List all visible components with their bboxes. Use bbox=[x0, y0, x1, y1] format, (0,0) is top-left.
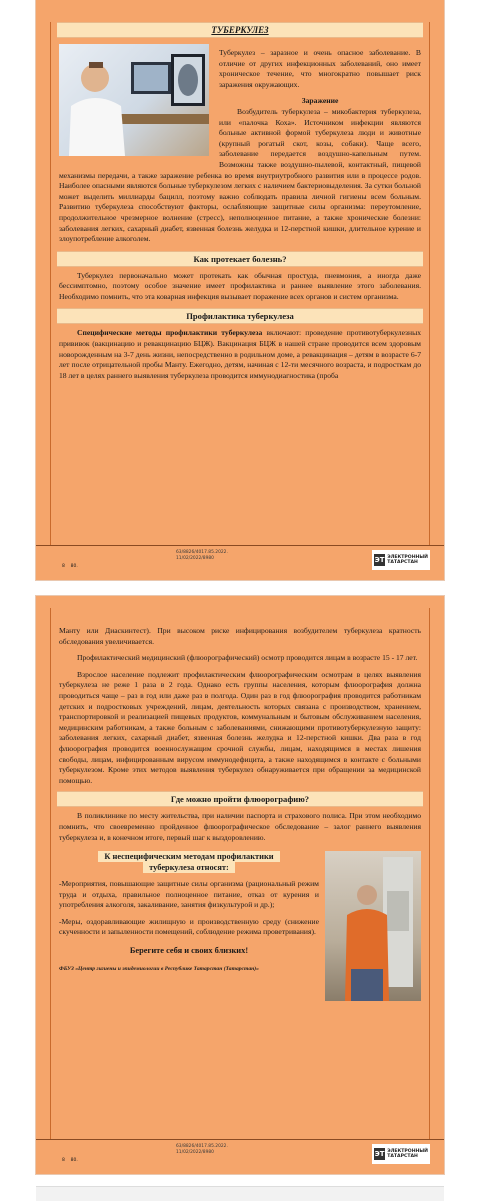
document-meta: 63/8826/4017.85.2022. 11/02/2022/8980 bbox=[176, 550, 228, 561]
nonspec-item-2: -Меры, оздоравливающие жилищную и производственную среду (снижение скученности и запыленности помещений, соблюдение режима проветривания). bbox=[59, 916, 319, 937]
page-title: ТУБЕРКУЛЕЗ bbox=[57, 22, 423, 38]
page-footer bbox=[36, 545, 444, 580]
section-heading-course: Как протекает болезнь? bbox=[57, 251, 423, 267]
intro-paragraph: Туберкулез – заразное и очень опасное заболевание. В отличие от других инфекционных заболеваний, оно имеет хроническое течение, что многократно повышает риск заражения окружающих. bbox=[219, 48, 421, 89]
prevention-bold-lead: Специфические методы профилактики туберкулеза bbox=[77, 328, 263, 338]
closing-line: Берегите себя и своих близких! bbox=[129, 946, 249, 956]
prevention-paragraph bbox=[51, 328, 429, 381]
prevention-text: включают: проведение противотуберкулезных прививок (вакцинацию и ревакцинацию БЦЖ). Вакцинация БЦЖ в нашей стране проводится всем здоровым новорожденным на 3-7 день жизни, непосредственно в родильном доме, а ревакцинация – детям в возрасте 6-7 лет после отрицательной пробы Манту. Ежегодно, детям, начиная с 12-ти месячного возраста, и подросткам до 18 лет в целях раннего выявления туберкулеза проводится иммунодиагностика (проба bbox=[59, 328, 421, 380]
signature-line: ФБУЗ «Центр гигиены и эпидемиологии в Республике Татарстан (Татарстан)» bbox=[59, 965, 259, 972]
document-page-2 bbox=[36, 596, 444, 1174]
document-page-1 bbox=[36, 0, 444, 580]
doctor-xray-photo bbox=[59, 44, 209, 156]
section-heading-prevention: Профилактика туберкулеза bbox=[57, 308, 423, 324]
p2-paragraph-3: Взрослое население подлежит профилактическим флюорографическим осмотрам в целях выявления туберкулеза не реже 1 раза в 2 года. Однако есть группы населения, которым флюорография должна проводиться чаще – раз в год или даже раз в полгода. Один раз в год флюорография проводится работникам детских и подростковых учреждений, лицам, деятельность которых связана с производством, хранением, транспортировкой и реализацией пищевых продуктов, коммунальным и бытовым обслуживанием населения, медицинским работникам, а также больным с заболеваниями, снижающими противотуберкулезную защиту: заболевания легких, сахарный диабет, язвенная болезнь желудка и 12-перстной кишки. Два раза в год флюорография проводится военнослужащим срочной службы, лицам, находящимся в местах лишения свободы, лицам, инфицированным вирусом иммунодефицита, а также находящимся в контакте с больными туберкулезом. Кроме этих методов выявления туберкулез обнаруживается при обращении за медицинской помощью. bbox=[59, 669, 421, 785]
course-paragraph: Туберкулез первоначально может протекать как обычная простуда, пневмония, а иногда даже бессимптомно, поэтому особое значение имеет профилактика и раннее выявление этого заболевания. Необходимо помнить, что эта коварная инфекция вызывает поражение всех органов и систем организма. bbox=[59, 270, 421, 301]
page-content-2 bbox=[50, 608, 430, 1140]
infection-paragraph: Возбудитель туберкулеза – микобактерия туберкулеза, или «палочка Коха». Источником инфекции являются больные активной формой туберкулеза люди и животные (крупный рогатый скот, козы, собаки). Чаще всего, заболевание передается воздушно-капельным путем. Возможны также воздушно-пылевой, контактный, пищевой механизмы передачи, а также заражение ребенка во время внутриутробного развития или в процессе родов. Наиболее опасными являются больные туберкулезом легких с наличием бактериовыделения. За сутки больной может выделить миллиарды бацилл, поэтому важно соблюдать правила личной гигиены всем больным. Развитию туберкулеза способствуют факторы, ослабляющие защитные силы организма: переутомление, продолжительное чрезмерное волнение (стресс), неполноценное питание, а также хронические болезни: заболевания легких, сахарный диабет, язвенная болезнь желудка и 12-перстной кишки, длительное курение и злоупотребление алкоголем. bbox=[59, 106, 421, 244]
document-meta-2: 63/8826/4017.85.2022. 11/02/2022/8980 bbox=[176, 1144, 228, 1155]
page-content bbox=[50, 22, 430, 546]
p2-paragraph-4: В поликлинике по месту жительства, при наличии паспорта и страхового полиса. При этом необходимо помнить, что своевременно пройденное флюорографическое обследование – залог раннего выявления туберкулеза и, в конечном итоге, первый шаг к выздоровлению. bbox=[59, 811, 421, 842]
next-page-edge bbox=[36, 1186, 444, 1201]
p2-paragraph-2: Профилактический медицинский (флюорографический) осмотр проводится лицам в возрасте 15 - 17 лет. bbox=[77, 653, 418, 663]
nonspec-heading-bar-2: туберкулеза относят: bbox=[143, 862, 235, 873]
electronic-tatarstan-logo: ЭТ ЭЛЕКТРОННЫЙ ТАТАРСТАН bbox=[372, 550, 430, 570]
electronic-tatarstan-logo-2: ЭТ ЭЛЕКТРОННЫЙ ТАТАРСТАН bbox=[372, 1144, 430, 1164]
section-heading-fluorography: Где можно пройти флюорографию? bbox=[57, 791, 423, 807]
infection-heading: Заражение bbox=[301, 96, 339, 106]
p2-paragraph-1: Манту или Диаскинтест). При высоком риске инфицирования возбудителем туберкулеза кратность обследования увеличивается. bbox=[59, 626, 421, 646]
nonspec-heading-bar-1: К неспецифическим методам профилактики bbox=[98, 851, 279, 862]
page-number-2: 8 80. bbox=[62, 1158, 78, 1163]
nonspec-item-1: -Мероприятия, повышающие защитные силы организма (рациональный режим труда и отдыха, правильное полноценное питание, отказ от курения и употребления алкоголя, закаливание, занятия физкультурой и др.); bbox=[59, 879, 319, 910]
patient-fluorography-photo bbox=[325, 851, 421, 1001]
page-footer-2 bbox=[36, 1139, 444, 1174]
page-number: 8 80. bbox=[62, 564, 78, 569]
